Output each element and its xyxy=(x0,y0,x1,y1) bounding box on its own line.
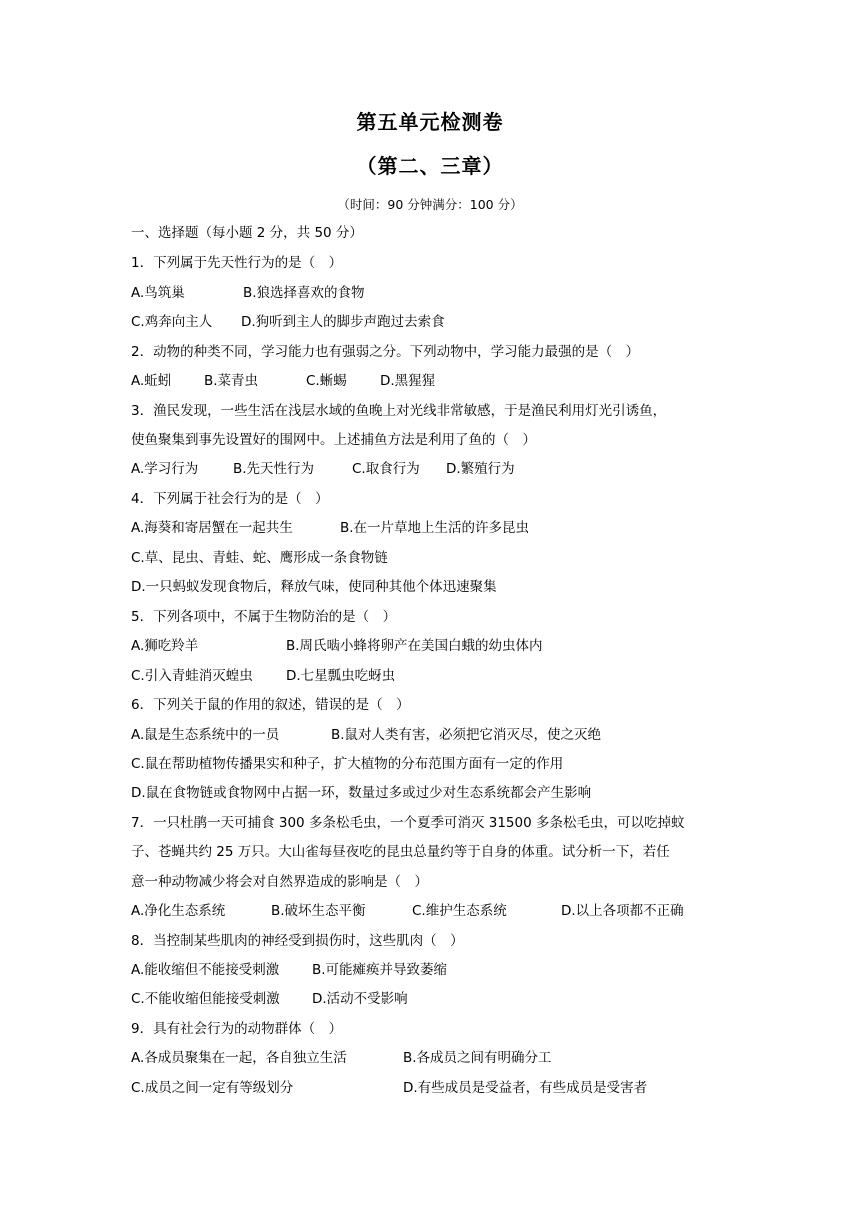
option-a: A.蚯蚓 xyxy=(131,373,172,389)
option-d: D.七星瓢虫吃蚜虫 xyxy=(286,668,396,684)
option-c: C.成员之间一定有等级划分 xyxy=(131,1080,294,1096)
question-stem: 意一种动物减少将会对自然界造成的影响是（ ） xyxy=(131,874,428,890)
option-c: C.草、昆虫、青蛙、蛇、鹰形成一条食物链 xyxy=(131,550,388,566)
question-stem: 9．具有社会行为的动物群体（ ） xyxy=(131,1021,343,1037)
exam-title: 第五单元检测卷 xyxy=(356,110,504,134)
options-row xyxy=(131,902,684,920)
question-stem: 7．一只杜鹃一天可捕食 300 多条松毛虫，一个夏季可消灭 31500 多条松毛虫，可以吃掉蚊 xyxy=(131,815,685,831)
option-b: B.破坏生态平衡 xyxy=(271,903,366,919)
option-d: D.黑猩猩 xyxy=(380,373,436,389)
options-row xyxy=(131,460,515,478)
option-d: D.以上各项都不正确 xyxy=(561,903,684,919)
option-a: A.鼠是生态系统中的一员 xyxy=(131,727,280,743)
option-b: B.菜青虫 xyxy=(204,373,259,389)
options-row xyxy=(131,667,395,685)
option-c: C.取食行为 xyxy=(352,461,420,477)
question-stem: 4．下列属于社会行为的是（ ） xyxy=(131,491,329,507)
option-a: A.狮吃羚羊 xyxy=(131,638,199,654)
option-a: A.学习行为 xyxy=(131,461,199,477)
options-row xyxy=(131,961,447,979)
option-c: C.不能收缩但能接受刺激 xyxy=(131,991,280,1007)
option-d: D.鼠在食物链或食物网中占据一环，数量过多或过少对生态系统都会产生影响 xyxy=(131,785,592,801)
options-row xyxy=(131,1079,647,1097)
options-row xyxy=(131,313,445,331)
question-stem: 2．动物的种类不同，学习能力也有强弱之分。下列动物中，学习能力最强的是（ ） xyxy=(131,344,640,360)
options-row xyxy=(131,726,601,744)
question-stem: 子、苍蝇共约 25 万只。大山雀每昼夜吃的昆虫总量约等于自身的体重。试分析一下，若任 xyxy=(131,844,670,860)
option-b: B.周氏啮小蜂将卵产在美国白蛾的幼虫体内 xyxy=(286,638,543,654)
option-c: C.维护生态系统 xyxy=(412,903,507,919)
section-heading: 一、选择题（每小题 2 分，共 50 分） xyxy=(131,225,363,241)
option-d: D.繁殖行为 xyxy=(446,461,515,477)
options-row xyxy=(131,519,529,537)
option-b: B.鼠对人类有害，必须把它消灭尽，使之灭绝 xyxy=(331,727,602,743)
option-d: D.有些成员是受益者，有些成员是受害者 xyxy=(403,1080,648,1096)
question-stem: 5．下列各项中，不属于生物防治的是（ ） xyxy=(131,609,397,625)
option-a: A.鸟筑巢 xyxy=(131,285,185,301)
option-a: A.能收缩但不能接受刺激 xyxy=(131,962,280,978)
option-b: B.先天性行为 xyxy=(233,461,315,477)
options-row xyxy=(131,990,408,1008)
question-stem: 6．下列关于鼠的作用的叙述，错误的是（ ） xyxy=(131,697,410,713)
option-a: A.净化生态系统 xyxy=(131,903,226,919)
option-a: A.各成员聚集在一起，各自独立生活 xyxy=(131,1050,347,1066)
question-stem: 8．当控制某些肌肉的神经受到损伤时，这些肌肉（ ） xyxy=(131,933,464,949)
options-row xyxy=(131,372,435,390)
option-c: C.鸡奔向主人 xyxy=(131,314,213,330)
option-b: B.狼选择喜欢的食物 xyxy=(243,285,365,301)
question-stem: 3．渔民发现，一些生活在浅层水域的鱼晚上对光线非常敏感，于是渔民利用灯光引诱鱼， xyxy=(131,403,667,419)
option-b: B.各成员之间有明确分工 xyxy=(403,1050,552,1066)
options-row xyxy=(131,637,543,655)
option-b: B.可能瘫痪并导致萎缩 xyxy=(312,962,448,978)
exam-time-info: （时间：90 分钟满分：100 分） xyxy=(337,197,523,212)
question-stem: 1．下列属于先天性行为的是（ ） xyxy=(131,255,343,271)
option-c: C.蜥蜴 xyxy=(306,373,347,389)
option-a: A.海葵和寄居蟹在一起共生 xyxy=(131,520,293,536)
options-row xyxy=(131,284,365,302)
question-stem: 使鱼聚集到事先设置好的围网中。上述捕鱼方法是利用了鱼的（ ） xyxy=(131,432,536,448)
option-d: D.一只蚂蚁发现食物后，释放气味，使同种其他个体迅速聚集 xyxy=(131,579,497,595)
option-c: C.引入青蛙消灭蝗虫 xyxy=(131,668,253,684)
exam-subtitle: （第二、三章） xyxy=(356,154,504,178)
option-d: D.狗听到主人的脚步声跑过去索食 xyxy=(241,314,445,330)
options-row xyxy=(131,1049,552,1067)
option-d: D.活动不受影响 xyxy=(312,991,408,1007)
option-b: B.在一片草地上生活的许多昆虫 xyxy=(340,520,530,536)
option-c: C.鼠在帮助植物传播果实和种子，扩大植物的分布范围方面有一定的作用 xyxy=(131,756,564,772)
